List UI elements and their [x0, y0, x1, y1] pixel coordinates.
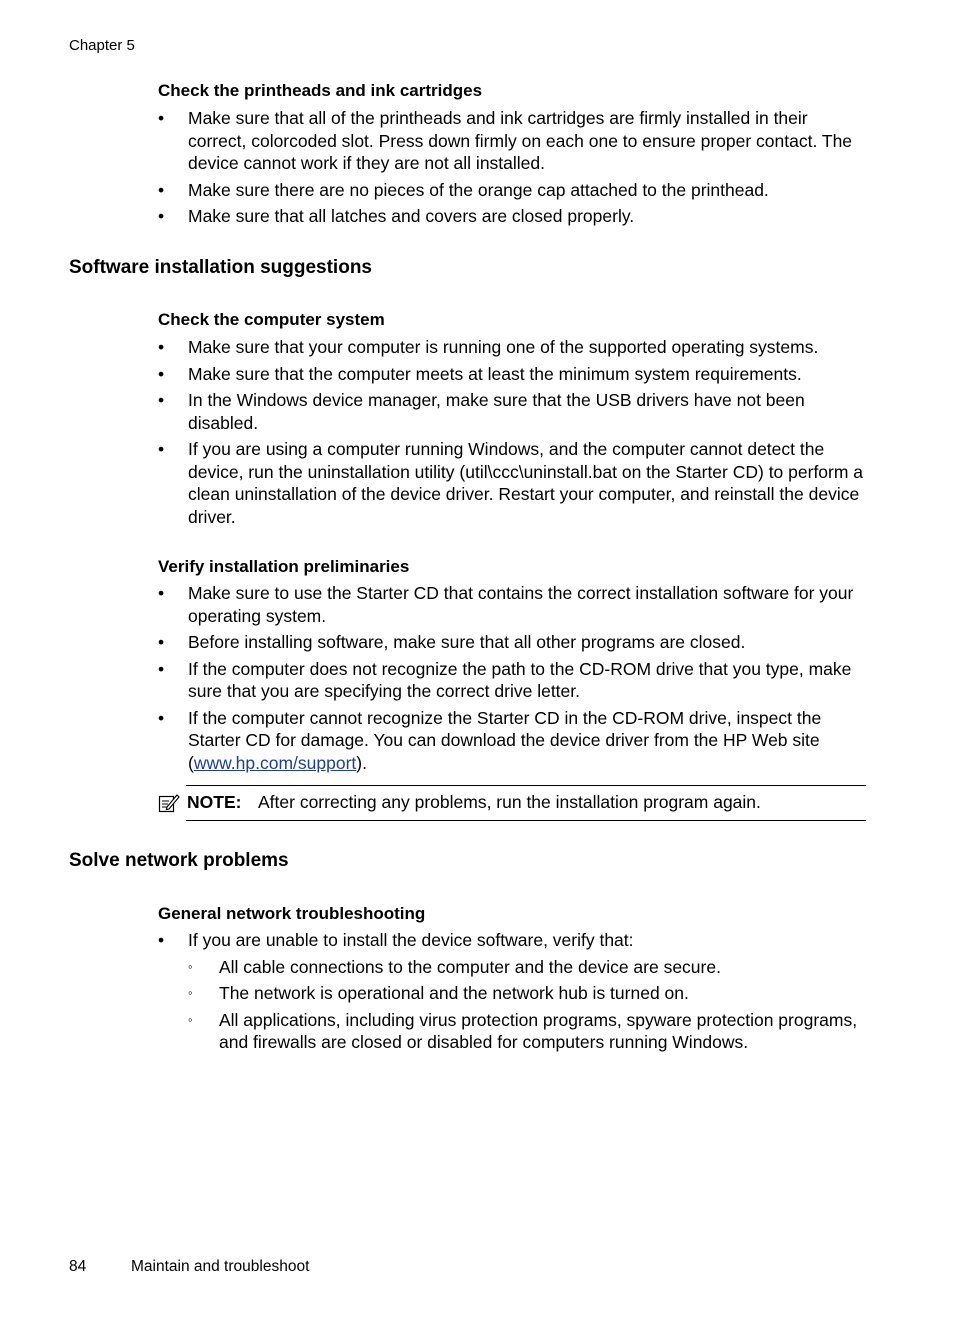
- sub-bullet-glyph: ◦: [188, 985, 193, 1000]
- bullet-glyph: •: [158, 658, 165, 679]
- list-item: • In the Windows device manager, make sure that the USB drivers have not been disabled.: [158, 390, 805, 433]
- heading-solve-network-problems: Solve network problems: [69, 850, 289, 871]
- note-label: NOTE:: [187, 792, 242, 812]
- heading-verify-preliminaries: Verify installation preliminaries: [158, 557, 410, 576]
- footer-section-title: Maintain and troubleshoot: [131, 1258, 310, 1275]
- note-rule-bottom: [186, 820, 866, 821]
- bullet-glyph: •: [158, 583, 165, 603]
- heading-software-installation: Software installation suggestions: [69, 257, 372, 278]
- bullet-glyph: •: [158, 390, 165, 410]
- sub-list-item: ◦ All applications, including virus protection programs, spyware protection programs, and firewalls are closed or disabled for computers running Windows.: [188, 1009, 858, 1052]
- list-computer-system: [158, 336, 868, 532]
- note-pencil-icon: [158, 792, 180, 814]
- heading-general-network-troubleshooting: General network troubleshooting: [158, 904, 426, 923]
- list-item: • If the computer does not recognize the path to the CD-ROM drive that you type, make sure that you are specifying the correct drive letter.: [158, 658, 852, 701]
- list-item: • Make sure that all of the printheads and ink cartridges are firmly installed in their correct, colorcoded slot. Press down firmly on each one to ensure proper contact. The device cannot work if they are not all installed.: [158, 108, 853, 173]
- note-text: After correcting any problems, run the installation program again.: [258, 792, 761, 812]
- list-item: • Make sure there are no pieces of the orange cap attached to the printhead.: [158, 179, 769, 200]
- list-item: • Make sure that all latches and covers are closed properly.: [158, 206, 635, 226]
- bullet-glyph: •: [158, 108, 165, 128]
- bullet-glyph: •: [158, 363, 165, 384]
- bullet-glyph: •: [158, 337, 165, 357]
- heading-check-printheads: Check the printheads and ink cartridges: [158, 81, 483, 100]
- list-item: • Before installing software, make sure that all other programs are closed.: [158, 632, 746, 652]
- bullet-glyph: •: [158, 632, 165, 652]
- sub-list-item: ◦ The network is operational and the network hub is turned on.: [188, 983, 689, 1003]
- bullet-glyph: •: [158, 439, 165, 459]
- sub-list-network-checks: [188, 956, 868, 1054]
- heading-check-computer-system: Check the computer system: [158, 310, 385, 329]
- sub-list-item: ◦ All cable connections to the computer and the device are secure.: [188, 956, 721, 977]
- list-network: [158, 929, 868, 1058]
- running-header: Chapter 5: [69, 37, 135, 54]
- bullet-glyph: •: [158, 206, 165, 226]
- bullet-glyph: •: [158, 179, 165, 200]
- hp-support-link[interactable]: www.hp.com/support: [193, 752, 357, 773]
- note-box: [158, 785, 866, 821]
- note-rule-top: [186, 785, 866, 786]
- list-item: • If you are using a computer running Windows, and the computer cannot detect the device, run the uninstallation utility (util\ccc\uninstall.bat on the Starter CD) to perform a clean uninstallation of the device driver. Restart your computer, and reinstall the device driver.: [158, 439, 864, 527]
- list-preliminaries: [158, 582, 868, 778]
- list-item: • Make sure to use the Starter CD that contains the correct installation software for your operating system.: [158, 583, 854, 626]
- bullet-glyph: •: [158, 930, 165, 950]
- list-item: • If you are unable to install the device software, verify that: ◦ All cable connections to the computer and the device are secure. ◦ The network is operational and the network hub is turned on. ◦ All applications, including virus protection programs, spyware protection programs, and firewalls are closed or disabled for computers running Windows.: [158, 929, 868, 1054]
- sub-bullet-glyph: ◦: [188, 1011, 193, 1027]
- bullet-glyph: •: [158, 707, 165, 728]
- footer-page-number: 84: [69, 1258, 87, 1275]
- list-item: • If the computer cannot recognize the Starter CD in the CD-ROM drive, inspect the Starter CD for damage. You can download the device driver from the HP Web site (www.hp.com/support).: [158, 707, 822, 773]
- list-item: • Make sure that your computer is running one of the supported operating systems.: [158, 337, 819, 357]
- list-printheads: [158, 107, 868, 232]
- list-item: • Make sure that the computer meets at least the minimum system requirements.: [158, 363, 802, 384]
- sub-bullet-glyph: ◦: [188, 958, 193, 974]
